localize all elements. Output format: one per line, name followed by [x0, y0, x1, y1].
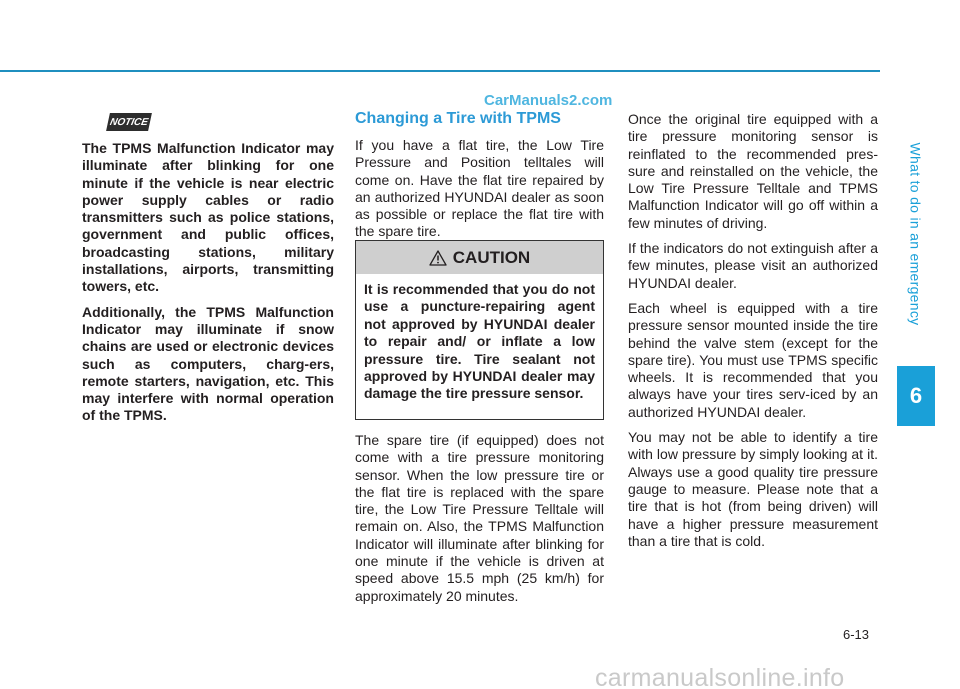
right-paragraph-4: You may not be able to identify a tire with low pressure by simply looking at it. Always use a good quality tire pressure gauge to measure. Please note that a tire that is hot (from being driven) will have a higher pressure measurement than a tire that is cold.: [628, 429, 878, 549]
section-title: Changing a Tire with TPMS: [355, 110, 561, 127]
notice-badge: NOTICE: [106, 113, 152, 131]
footer-watermark: carmanualsonline.info: [595, 664, 845, 689]
caution-box: [355, 240, 604, 420]
spare-tire-column: [355, 432, 604, 613]
notice-text: [82, 140, 334, 433]
notice-paragraph-2: Additionally, the TPMS Malfunction Indicator may illuminate if snow chains are used or electronic devices such as computers, charg-ers, remote starters, navigation, etc. This may interfere with normal operation of the TPMS.: [82, 303, 334, 424]
section-intro: If you have a flat tire, the Low Tire Pressure and Position telltales will come on. Have the flat tire repaired by an authorized HYUNDAI dealer as soon as possible or replace the flat tire with the spare tire.: [355, 137, 604, 240]
chapter-side-tab: [895, 118, 935, 350]
caution-header: [356, 241, 603, 274]
spare-tire-paragraph: The spare tire (if equipped) does not come with a tire pressure monitoring sensor. When the low pressure tire or the flat tire is replaced with the spare tire, the Low Tire Pressure Telltale will remain on. Also, the TPMS Malfunction Indicator will illuminate after blinking for one minute if the vehicle is driven at speed above 15.5 mph (25 km/h) for approximately 20 minutes.: [355, 432, 604, 604]
caution-title: CAUTION: [452, 247, 531, 267]
right-paragraph-1: Once the original tire equipped with a tire pressure monitoring sensor is reinflated to the recommended pres-sure and reinstalled on the vehicle, the Low Tire Pressure Telltale and TPMS Malfunction Indicator will go off within a few minutes of driving.: [628, 111, 878, 231]
caution-text: It is recommended that you do not use a puncture-repairing agent not approved by HYUNDAI dealer to repair and/ or inflate a low pressure tire. Tire sealant not approved by HYUNDAI dealer may damage the tire pressure sensor.: [364, 281, 595, 402]
chapter-title: What to do in an emergency: [907, 142, 923, 326]
header-rule: [0, 70, 880, 72]
notice-paragraph-1: The TPMS Malfunction Indicator may illuminate after blinking for one minute if the vehicle is near electric power supply cables or radio transmitters such as police stations, government and public offices, broadcasting stations, military installations, airports, transmitting towers, etc.: [82, 140, 334, 295]
warning-triangle-icon: [429, 250, 447, 266]
right-paragraph-3: Each wheel is equipped with a tire pressure sensor mounted inside the tire behind the valve stem (except for the spare tire). You must use TPMS specific wheels. It is recommended that you always have your tires serv-iced by an authorized HYUNDAI dealer.: [628, 299, 878, 420]
chapter-number-badge: 6: [897, 366, 935, 426]
right-paragraph-2: If the indicators do not extinguish after a few minutes, please visit an authorized HYUNDAI dealer.: [628, 240, 878, 291]
right-column: [628, 111, 878, 558]
top-watermark: CarManuals2.com: [484, 92, 613, 109]
section-intro-column: [355, 137, 604, 249]
page-number: 6-13: [843, 627, 870, 642]
